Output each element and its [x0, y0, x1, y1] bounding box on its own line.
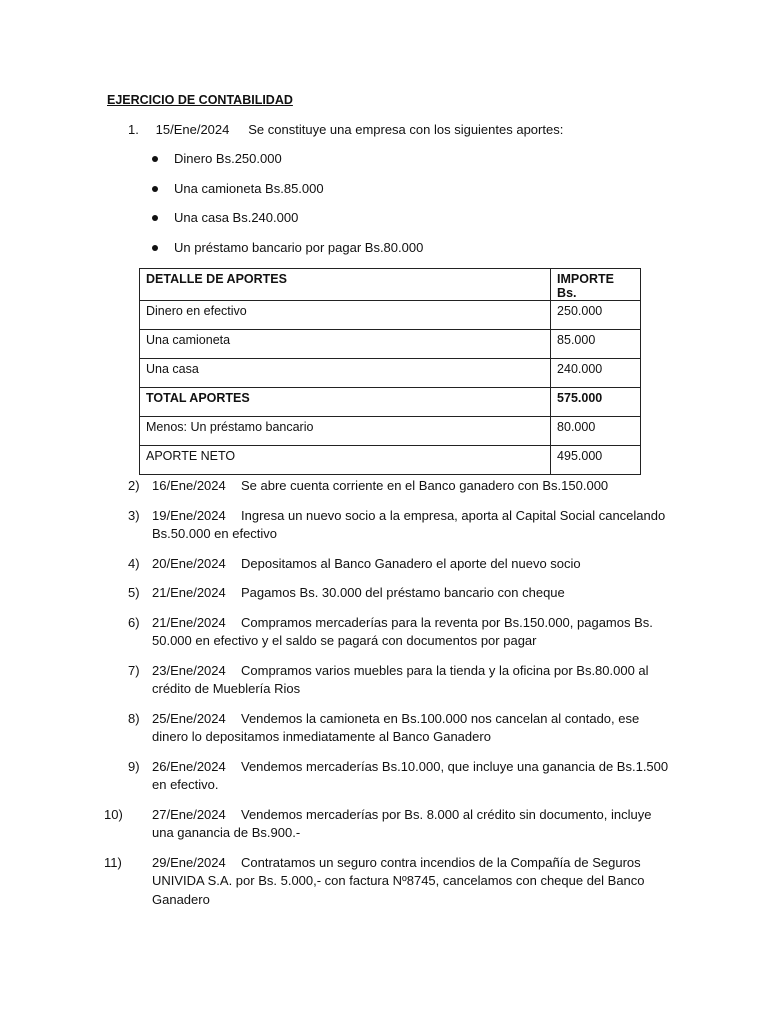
- table-header-amount: IMPORTE Bs.: [551, 269, 641, 301]
- list-item: [104, 854, 673, 910]
- item-number: 7): [128, 662, 140, 678]
- item-date: 21/Ene/2024: [152, 614, 226, 630]
- item-text: Compramos varios muebles para la tienda y la oficina por Bs.80.000 al crédito de Mueblería Rios: [152, 662, 649, 696]
- item-date: 20/Ene/2024: [152, 555, 226, 571]
- table-cell-label: Una camioneta: [140, 330, 551, 359]
- item-date: 23/Ene/2024: [152, 662, 226, 678]
- list-item: [128, 662, 673, 699]
- table-cell-value: 80.000: [551, 417, 641, 446]
- list-item: [128, 555, 673, 574]
- item-number: 11): [104, 854, 122, 870]
- item-number: 3): [128, 507, 140, 523]
- page-title: EJERCICIO DE CONTABILIDAD: [107, 93, 293, 107]
- bullet-item: Dinero Bs.250.000: [152, 151, 423, 181]
- item-date: 27/Ene/2024: [152, 806, 226, 822]
- item-number: 1.: [128, 122, 139, 137]
- list-item: [128, 584, 673, 603]
- table-row: [140, 446, 641, 475]
- item-text: Se abre cuenta corriente en el Banco ganadero con Bs.150.000: [241, 478, 609, 493]
- item-number: 4): [128, 555, 140, 571]
- table-row: [140, 330, 641, 359]
- table-cell-value: 495.000: [551, 446, 641, 475]
- item-text: Pagamos Bs. 30.000 del préstamo bancario con cheque: [241, 585, 565, 600]
- bullet-item: Una casa Bs.240.000: [152, 210, 423, 240]
- item-text: Se constituye una empresa con los siguientes aportes:: [248, 122, 564, 137]
- item-number: 2): [128, 478, 140, 493]
- item-text: Ingresa un nuevo socio a la empresa, aporta al Capital Social cancelando Bs.50.000 en efectivo: [152, 507, 666, 541]
- item-number: 6): [128, 614, 140, 630]
- table-cell-label: TOTAL APORTES: [140, 388, 551, 417]
- table-cell-label: Una casa: [140, 359, 551, 388]
- table-cell-label: Menos: Un préstamo bancario: [140, 417, 551, 446]
- table-cell-value: 85.000: [551, 330, 641, 359]
- item-number: 5): [128, 585, 140, 600]
- table-row: [140, 301, 641, 330]
- exercise-items-list: [104, 477, 673, 909]
- table-cell-value: 240.000: [551, 359, 641, 388]
- bullet-item: Una camioneta Bs.85.000: [152, 181, 423, 211]
- item-text: Vendemos mercaderías por Bs. 8.000 al crédito sin documento, incluye una ganancia de Bs.900.-: [152, 806, 652, 840]
- contributions-table: [139, 268, 641, 475]
- list-item: [128, 477, 673, 496]
- item-date: 29/Ene/2024: [152, 854, 226, 870]
- item-number: 9): [128, 758, 140, 774]
- list-item: [104, 806, 673, 843]
- table-cell-label: Dinero en efectivo: [140, 301, 551, 330]
- table-row-total: [140, 388, 641, 417]
- item-text: Compramos mercaderías para la reventa por Bs.150.000, pagamos Bs. 50.000 en efectivo y el saldo se pagará con documentos por pagar: [152, 614, 653, 648]
- table-row: [140, 417, 641, 446]
- item-number: 8): [128, 710, 140, 726]
- item-date: 15/Ene/2024: [155, 122, 230, 137]
- item-date: 26/Ene/2024: [152, 758, 226, 774]
- item-text: Vendemos mercaderías Bs.10.000, que incluye una ganancia de Bs.1.500 en efectivo.: [152, 758, 669, 792]
- table-cell-value: 575.000: [551, 388, 641, 417]
- exercise-item-1: [128, 122, 688, 137]
- item-date: 16/Ene/2024: [152, 478, 226, 493]
- bullet-item: Un préstamo bancario por pagar Bs.80.000: [152, 240, 423, 270]
- table-header-detail: DETALLE DE APORTES: [140, 269, 551, 301]
- item-date: 21/Ene/2024: [152, 585, 226, 600]
- contributions-bullet-list: [152, 151, 423, 270]
- table-header-row: [140, 269, 641, 301]
- list-item: [128, 710, 673, 747]
- item-text: Contratamos un seguro contra incendios de la Compañía de Seguros UNIVIDA S.A. por Bs. 5.000,- con factura Nº8745, cancelamos con cheque del Banco Ganadero: [152, 854, 645, 907]
- list-item: [128, 507, 673, 544]
- item-number: 10): [104, 806, 123, 822]
- item-text: Depositamos al Banco Ganadero el aporte del nuevo socio: [241, 555, 581, 571]
- item-date: 25/Ene/2024: [152, 710, 226, 726]
- table-row: [140, 359, 641, 388]
- list-item: [128, 758, 673, 795]
- table-cell-label: APORTE NETO: [140, 446, 551, 475]
- table-cell-value: 250.000: [551, 301, 641, 330]
- item-date: 19/Ene/2024: [152, 507, 226, 523]
- list-item: [128, 614, 673, 651]
- item-text: Vendemos la camioneta en Bs.100.000 nos cancelan al contado, ese dinero lo depositamos inmediatamente al Banco Ganadero: [152, 710, 640, 744]
